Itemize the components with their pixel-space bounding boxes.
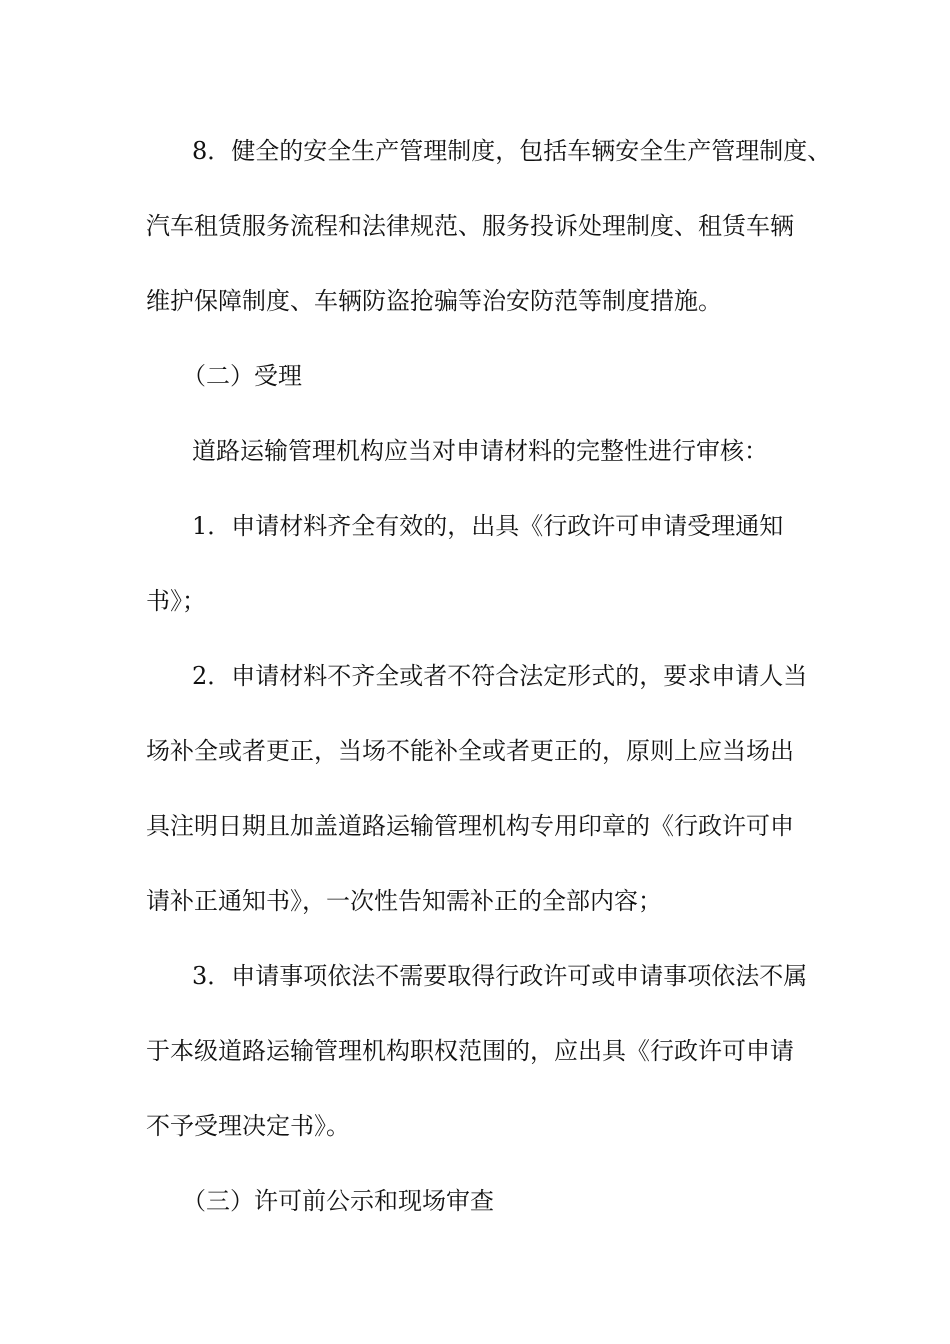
paragraph-item-2-line-3: 具注明日期且加盖道路运输管理机构专用印章的《行政许可申 bbox=[146, 812, 794, 840]
paragraph-item-3-line-3: 不予受理决定书》。 bbox=[146, 1112, 350, 1140]
paragraph-item-2-line-4: 请补正通知书》，一次性告知需补正的全部内容； bbox=[146, 887, 662, 915]
paragraph-item-3-line-1: 3．申请事项依法不需要取得行政许可或申请事项依法不属 bbox=[192, 962, 808, 990]
paragraph-item-8-line-1: 8．健全的安全生产管理制度，包括车辆安全生产管理制度、 bbox=[192, 137, 832, 165]
paragraph-item-8-line-3: 维护保障制度、车辆防盗抢骗等治安防范等制度措施。 bbox=[146, 287, 722, 315]
paragraph-review-intro: 道路运输管理机构应当对申请材料的完整性进行审核： bbox=[192, 437, 768, 465]
section-heading-acceptance: （二）受理 bbox=[182, 362, 302, 390]
paragraph-item-1-line-1: 1．申请材料齐全有效的，出具《行政许可申请受理通知 bbox=[192, 512, 784, 540]
paragraph-item-1-line-2: 书》； bbox=[146, 587, 206, 615]
section-heading-publicity-inspection: （三）许可前公示和现场审查 bbox=[182, 1187, 494, 1215]
paragraph-item-8-line-2: 汽车租赁服务流程和法律规范、服务投诉处理制度、租赁车辆 bbox=[146, 212, 794, 240]
paragraph-item-2-line-2: 场补全或者更正，当场不能补全或者更正的，原则上应当场出 bbox=[146, 737, 794, 765]
paragraph-item-2-line-1: 2．申请材料不齐全或者不符合法定形式的，要求申请人当 bbox=[192, 662, 808, 690]
paragraph-item-3-line-2: 于本级道路运输管理机构职权范围的，应出具《行政许可申请 bbox=[146, 1037, 794, 1065]
